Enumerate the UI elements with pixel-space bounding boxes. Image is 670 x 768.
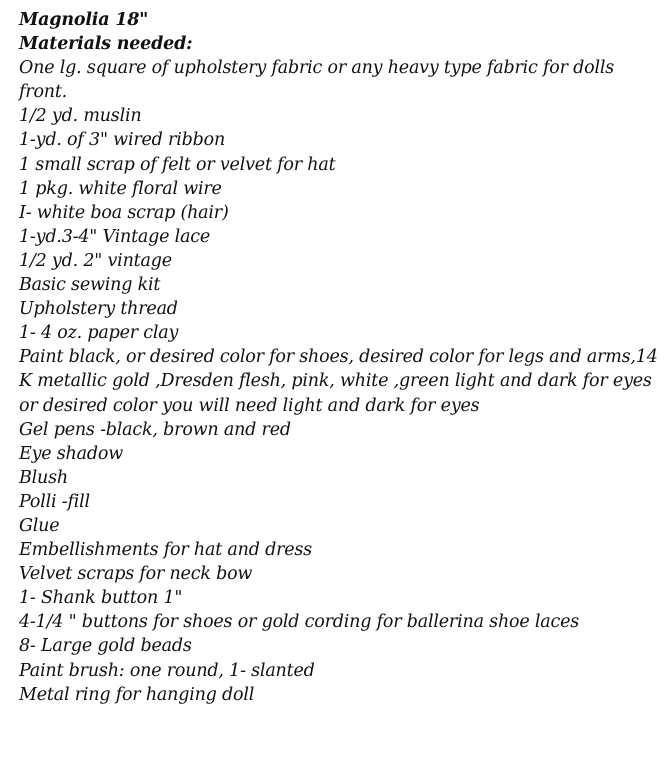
material-item: Upholstery thread [19, 299, 178, 320]
material-item: 1/2 yd. muslin [19, 106, 142, 127]
material-item: One lg. square of upholstery fabric or any heavy type fabric for dolls front. [19, 58, 620, 103]
material-item: 1-yd.3-4" Vintage lace [19, 226, 211, 247]
material-item: Velvet scraps for neck bow [19, 564, 253, 585]
material-item: Eye shadow [19, 443, 123, 464]
material-item: Metal ring for hanging doll [19, 684, 255, 705]
material-item: Embellishments for hat and dress [19, 540, 312, 561]
material-item: 1- Shank button 1" [19, 588, 183, 609]
pattern-title: Magnolia 18" [19, 10, 149, 30]
material-item: Basic sewing kit [19, 275, 161, 296]
material-item: Polli -fill [19, 491, 90, 512]
material-item: I- white boa scrap (hair) [19, 202, 229, 223]
material-item: Paint brush: one round, 1- slanted [19, 660, 315, 681]
material-item: 4-1/4 " buttons for shoes or gold cording for ballerina shoe laces [19, 612, 580, 633]
material-item: 1- 4 oz. paper clay [19, 323, 179, 344]
material-item: 1 small scrap of felt or velvet for hat [19, 154, 336, 175]
material-item: 1 pkg. white floral wire [19, 178, 222, 199]
materials-heading: Materials needed: [19, 34, 193, 55]
materials-list [19, 56, 667, 707]
material-item: 1-yd. of 3" wired ribbon [19, 130, 226, 151]
material-item: Glue [19, 515, 60, 536]
material-item: Blush [19, 467, 68, 488]
material-item: 8- Large gold beads [19, 636, 192, 657]
material-item: Gel pens -black, brown and red [19, 419, 291, 440]
material-item: 1/2 yd. 2" vintage [19, 250, 172, 271]
document-page [19, 8, 667, 707]
material-item: Paint black, or desired color for shoes, desired color for legs and arms,14 K metallic gold ,Dresden flesh, pink, white ,green light and dark for eyes or desired color you will need light and dark for eyes [19, 347, 664, 416]
